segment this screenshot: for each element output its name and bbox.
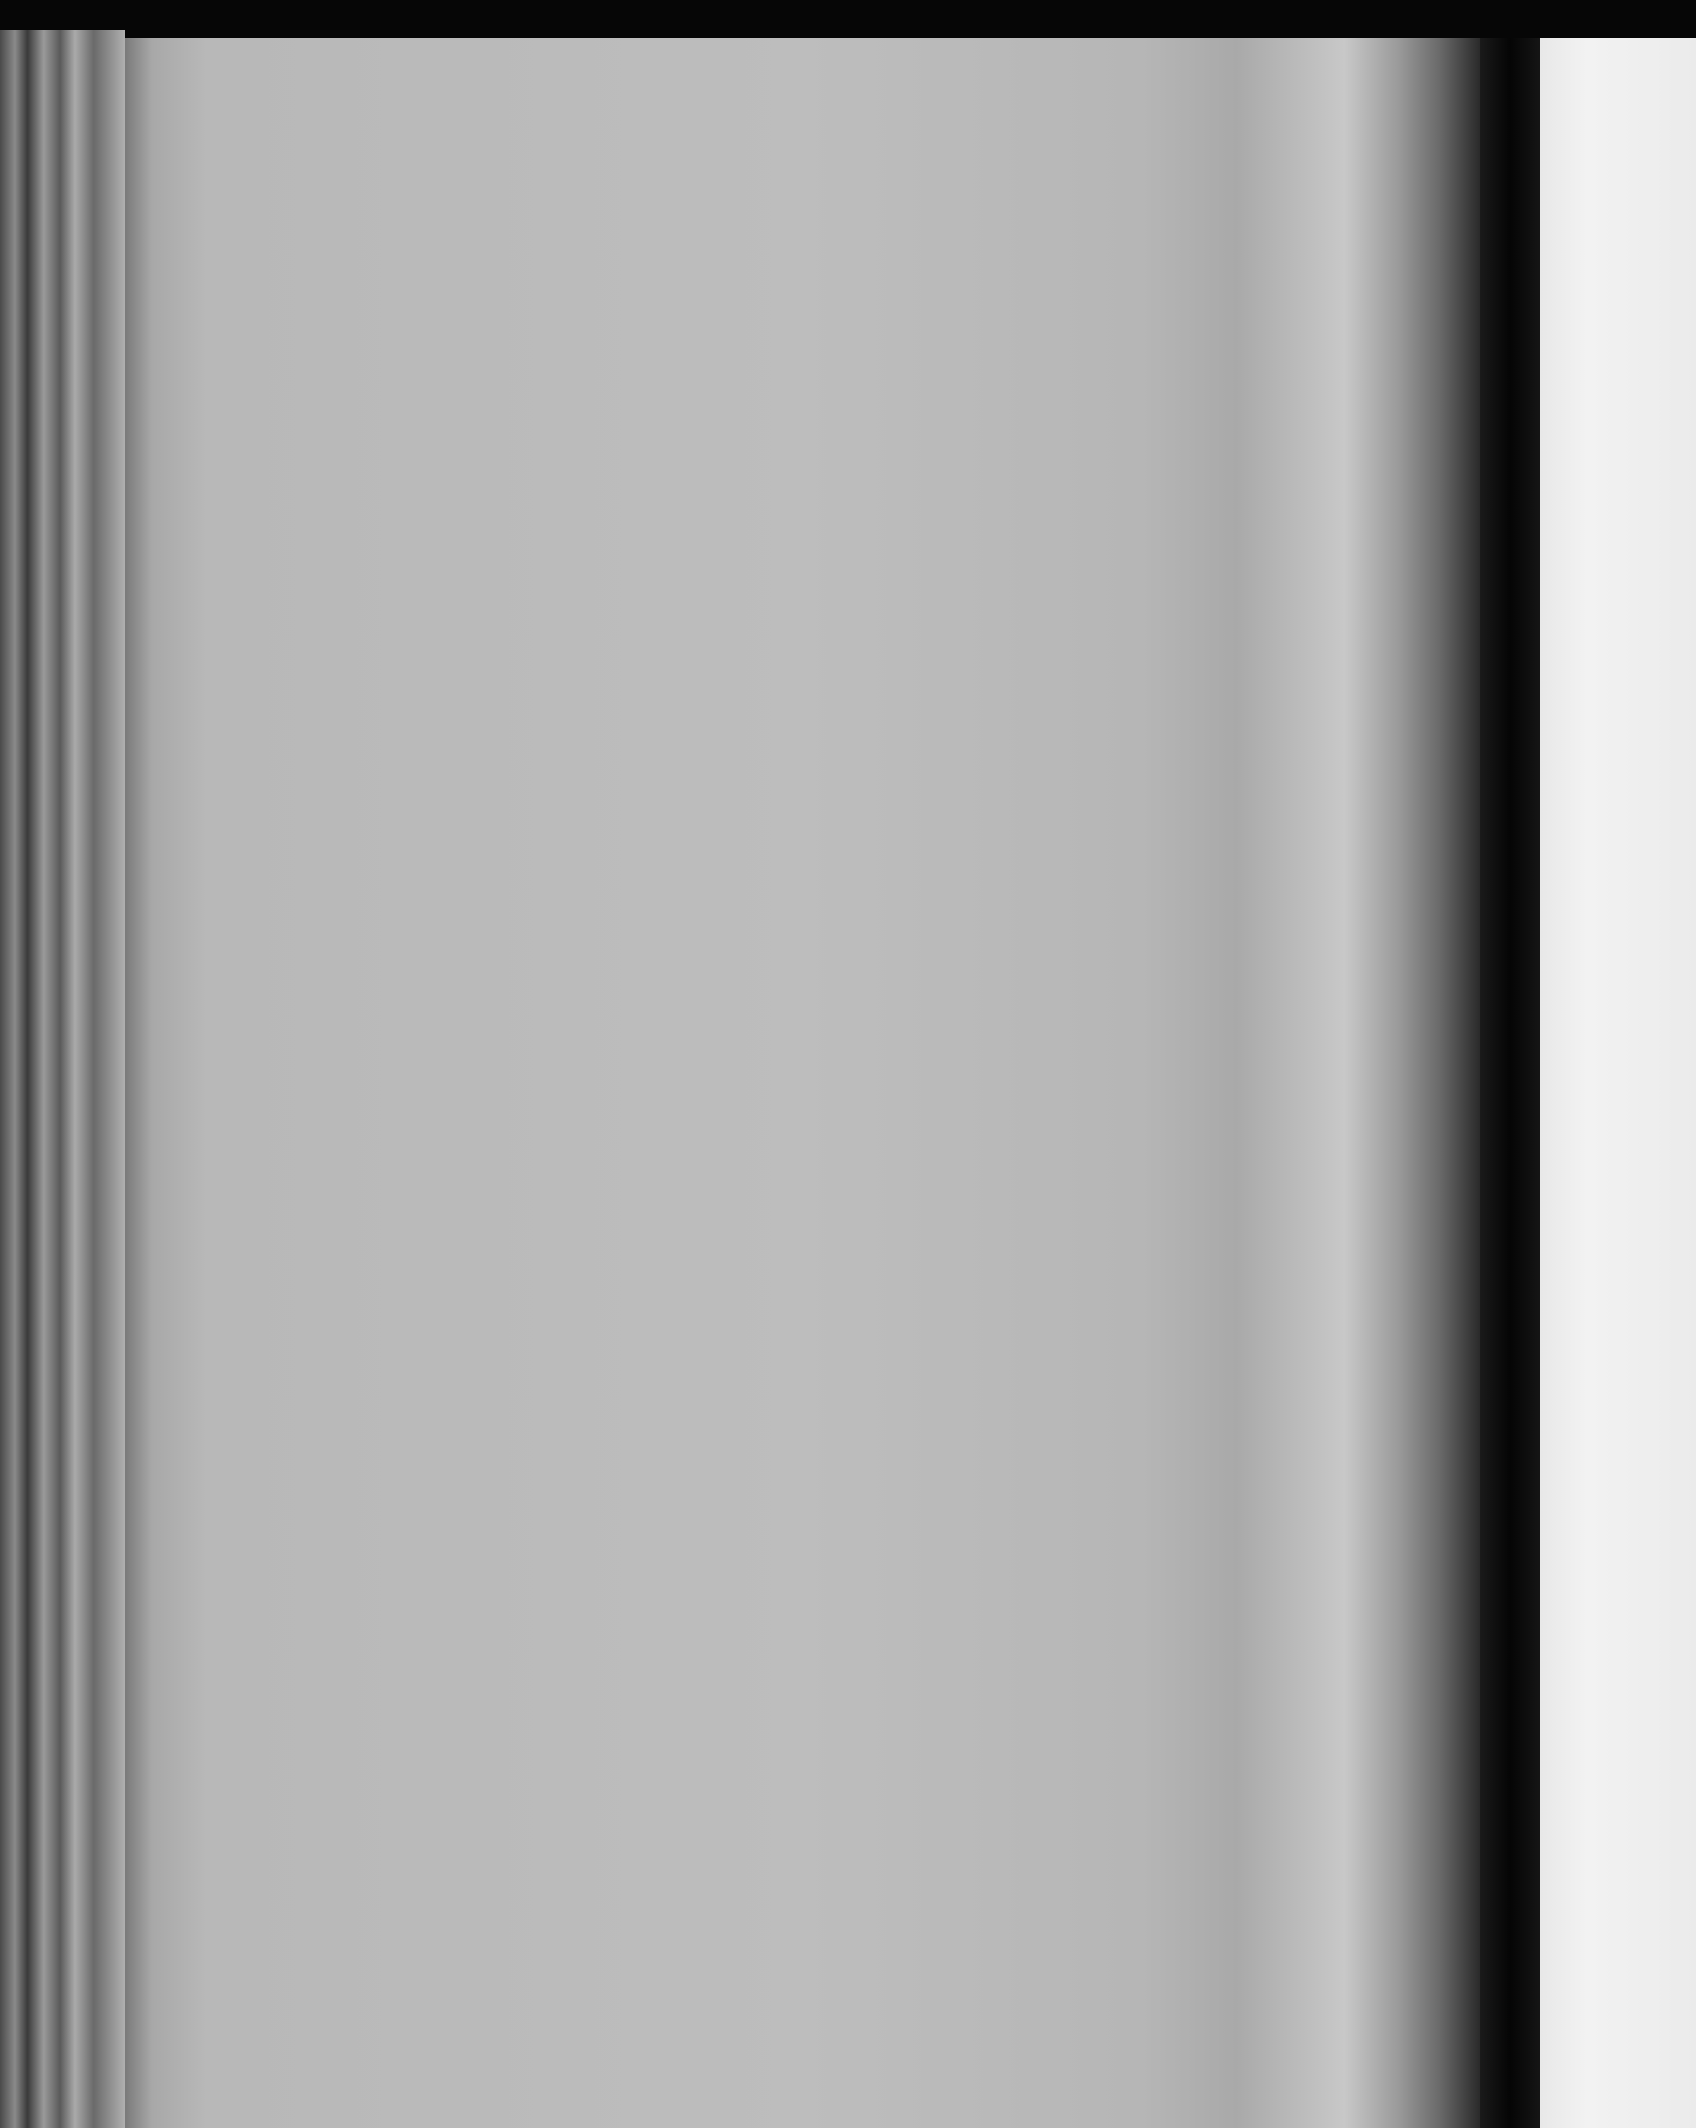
scan-top-edge (0, 0, 1696, 40)
left-page (125, 38, 1480, 2128)
book-gutter (1480, 38, 1540, 2128)
book-edge-pages (0, 30, 125, 2128)
right-page (1540, 38, 1696, 2128)
